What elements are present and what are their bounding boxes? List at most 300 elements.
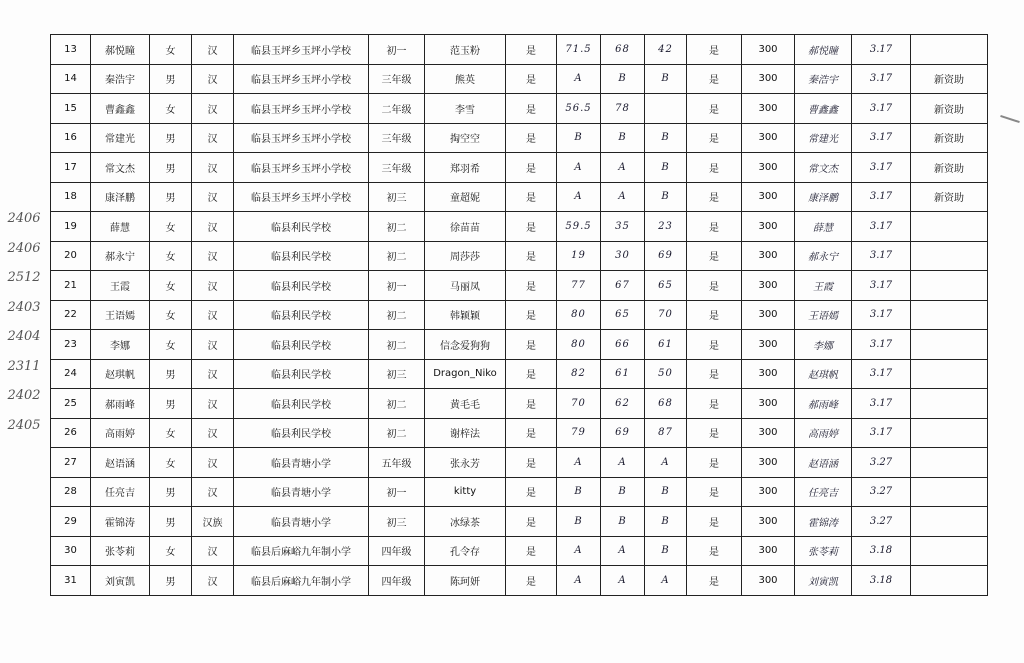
school-name-cell: 临县利民学校: [234, 241, 369, 271]
score-2-cell: 69: [601, 418, 645, 448]
row-number-cell: 23: [51, 330, 91, 360]
aid-amount-cell: 300: [742, 418, 795, 448]
contact-name-cell: 童超妮: [425, 182, 506, 212]
table-row: [51, 330, 988, 360]
score-3-cell: 61: [645, 330, 687, 360]
grade-cell: 四年级: [369, 536, 425, 566]
gender-cell: 女: [150, 418, 192, 448]
sign-date-cell: 3.17: [852, 271, 911, 301]
score-1-cell: A: [557, 566, 601, 596]
student-name-cell: 常文杰: [91, 153, 150, 183]
signature-cell: 刘寅凯: [795, 566, 852, 596]
contact-name-cell: 李雪: [425, 94, 506, 124]
approved-flag-cell: 是: [687, 153, 742, 183]
eligibility-flag-cell: 是: [506, 418, 557, 448]
aid-amount-cell: 300: [742, 182, 795, 212]
gender-cell: 女: [150, 212, 192, 242]
row-number-cell: 30: [51, 536, 91, 566]
table-row: [51, 123, 988, 153]
ethnicity-cell: 汉: [192, 418, 234, 448]
eligibility-flag-cell: 是: [506, 566, 557, 596]
signature-cell: 薛慧: [795, 212, 852, 242]
aid-amount-cell: 300: [742, 389, 795, 419]
gender-cell: 女: [150, 271, 192, 301]
signature-cell: 曹鑫鑫: [795, 94, 852, 124]
row-number-cell: 19: [51, 212, 91, 242]
contact-name-cell: 冰绿茶: [425, 507, 506, 537]
aid-amount-cell: 300: [742, 300, 795, 330]
remark-cell: [911, 35, 988, 65]
student-name-cell: 郝雨峰: [91, 389, 150, 419]
sign-date-cell: 3.18: [852, 536, 911, 566]
signature-cell: 秦浩宇: [795, 64, 852, 94]
contact-name-cell: 谢梓法: [425, 418, 506, 448]
gender-cell: 女: [150, 448, 192, 478]
row-number-cell: 13: [51, 35, 91, 65]
table-row: [51, 477, 988, 507]
sign-date-cell: 3.17: [852, 123, 911, 153]
student-name-cell: 任亮吉: [91, 477, 150, 507]
score-3-cell: B: [645, 182, 687, 212]
aid-amount-cell: 300: [742, 359, 795, 389]
approved-flag-cell: 是: [687, 536, 742, 566]
row-number-cell: 28: [51, 477, 91, 507]
approved-flag-cell: 是: [687, 182, 742, 212]
score-1-cell: A: [557, 448, 601, 478]
row-number-cell: 16: [51, 123, 91, 153]
grade-cell: 初三: [369, 359, 425, 389]
school-name-cell: 临县利民学校: [234, 212, 369, 242]
student-name-cell: 刘寅凯: [91, 566, 150, 596]
table-row: [51, 271, 988, 301]
score-3-cell: B: [645, 507, 687, 537]
score-3-cell: 69: [645, 241, 687, 271]
signature-cell: 赵语涵: [795, 448, 852, 478]
eligibility-flag-cell: 是: [506, 35, 557, 65]
contact-name-cell: 掏空空: [425, 123, 506, 153]
score-3-cell: A: [645, 566, 687, 596]
ethnicity-cell: 汉: [192, 182, 234, 212]
ethnicity-cell: 汉: [192, 536, 234, 566]
grade-cell: 初二: [369, 212, 425, 242]
contact-name-cell: 范玉粉: [425, 35, 506, 65]
grade-cell: 二年级: [369, 94, 425, 124]
contact-name-cell: 信念爱狗狗: [425, 330, 506, 360]
row-number-cell: 26: [51, 418, 91, 448]
signature-cell: 高雨婷: [795, 418, 852, 448]
contact-name-cell: 熊英: [425, 64, 506, 94]
score-2-cell: 66: [601, 330, 645, 360]
gender-cell: 男: [150, 389, 192, 419]
score-3-cell: B: [645, 153, 687, 183]
score-2-cell: 35: [601, 212, 645, 242]
aid-amount-cell: 300: [742, 448, 795, 478]
sign-date-cell: 3.27: [852, 477, 911, 507]
eligibility-flag-cell: 是: [506, 212, 557, 242]
remark-cell: [911, 212, 988, 242]
signature-cell: 赵琪帆: [795, 359, 852, 389]
sign-date-cell: 3.27: [852, 448, 911, 478]
ethnicity-cell: 汉: [192, 153, 234, 183]
eligibility-flag-cell: 是: [506, 330, 557, 360]
gender-cell: 男: [150, 182, 192, 212]
signature-cell: 常建光: [795, 123, 852, 153]
margin-note: 2311: [7, 358, 41, 374]
score-3-cell: 23: [645, 212, 687, 242]
score-2-cell: 62: [601, 389, 645, 419]
contact-name-cell: 孔令存: [425, 536, 506, 566]
grade-cell: 初一: [369, 271, 425, 301]
score-2-cell: 67: [601, 271, 645, 301]
aid-amount-cell: 300: [742, 35, 795, 65]
school-name-cell: 临县青塘小学: [234, 448, 369, 478]
eligibility-flag-cell: 是: [506, 300, 557, 330]
score-2-cell: B: [601, 64, 645, 94]
grade-cell: 初三: [369, 182, 425, 212]
student-name-cell: 张苓莉: [91, 536, 150, 566]
aid-amount-cell: 300: [742, 566, 795, 596]
eligibility-flag-cell: 是: [506, 448, 557, 478]
eligibility-flag-cell: 是: [506, 359, 557, 389]
gender-cell: 女: [150, 94, 192, 124]
score-3-cell: 65: [645, 271, 687, 301]
student-name-cell: 赵语涵: [91, 448, 150, 478]
gender-cell: 男: [150, 477, 192, 507]
school-name-cell: 临县青塘小学: [234, 507, 369, 537]
approved-flag-cell: 是: [687, 566, 742, 596]
score-1-cell: 80: [557, 330, 601, 360]
grade-cell: 初一: [369, 35, 425, 65]
remark-cell: [911, 418, 988, 448]
score-1-cell: 82: [557, 359, 601, 389]
approved-flag-cell: 是: [687, 448, 742, 478]
signature-cell: 任亮吉: [795, 477, 852, 507]
school-name-cell: 临县玉坪乡玉坪小学校: [234, 94, 369, 124]
contact-name-cell: 陈珂妍: [425, 566, 506, 596]
aid-amount-cell: 300: [742, 64, 795, 94]
contact-name-cell: 周莎莎: [425, 241, 506, 271]
score-3-cell: B: [645, 477, 687, 507]
margin-note: 2403: [7, 299, 41, 315]
score-3-cell: 42: [645, 35, 687, 65]
eligibility-flag-cell: 是: [506, 271, 557, 301]
table-row: [51, 212, 988, 242]
table-row: [51, 566, 988, 596]
school-name-cell: 临县青塘小学: [234, 477, 369, 507]
score-1-cell: A: [557, 64, 601, 94]
stray-pen-mark: [1000, 115, 1020, 123]
table-row: [51, 64, 988, 94]
sign-date-cell: 3.17: [852, 389, 911, 419]
margin-note: 2406: [7, 211, 41, 226]
score-3-cell: B: [645, 64, 687, 94]
ethnicity-cell: 汉: [192, 448, 234, 478]
student-name-cell: 康泽鹏: [91, 182, 150, 212]
sign-date-cell: 3.17: [852, 330, 911, 360]
contact-name-cell: 郑羽希: [425, 153, 506, 183]
student-name-cell: 赵琪帆: [91, 359, 150, 389]
remark-cell: [911, 330, 988, 360]
remark-cell: [911, 389, 988, 419]
table-row: [51, 182, 988, 212]
score-2-cell: B: [601, 507, 645, 537]
ethnicity-cell: 汉: [192, 94, 234, 124]
school-name-cell: 临县利民学校: [234, 359, 369, 389]
student-name-cell: 常建光: [91, 123, 150, 153]
score-2-cell: 61: [601, 359, 645, 389]
ethnicity-cell: 汉: [192, 359, 234, 389]
grade-cell: 三年级: [369, 123, 425, 153]
margin-note: 2512: [7, 270, 41, 285]
student-aid-roster-table: [50, 34, 988, 596]
score-1-cell: 79: [557, 418, 601, 448]
table-row: [51, 536, 988, 566]
approved-flag-cell: 是: [687, 64, 742, 94]
signature-cell: 郝雨峰: [795, 389, 852, 419]
approved-flag-cell: 是: [687, 359, 742, 389]
eligibility-flag-cell: 是: [506, 123, 557, 153]
table-row: [51, 359, 988, 389]
grade-cell: 初二: [369, 418, 425, 448]
eligibility-flag-cell: 是: [506, 182, 557, 212]
ethnicity-cell: 汉族: [192, 507, 234, 537]
grade-cell: 初三: [369, 507, 425, 537]
score-2-cell: 78: [601, 94, 645, 124]
remark-cell: [911, 477, 988, 507]
sign-date-cell: 3.17: [852, 212, 911, 242]
remark-cell: [911, 566, 988, 596]
score-2-cell: A: [601, 448, 645, 478]
score-1-cell: B: [557, 477, 601, 507]
signature-cell: 郝永宁: [795, 241, 852, 271]
gender-cell: 男: [150, 507, 192, 537]
contact-name-cell: kitty: [425, 477, 506, 507]
score-2-cell: B: [601, 123, 645, 153]
gender-cell: 男: [150, 359, 192, 389]
remark-cell: [911, 536, 988, 566]
ethnicity-cell: 汉: [192, 566, 234, 596]
score-1-cell: 70: [557, 389, 601, 419]
contact-name-cell: 韩颖颖: [425, 300, 506, 330]
table-row: [51, 418, 988, 448]
gender-cell: 男: [150, 153, 192, 183]
score-1-cell: A: [557, 536, 601, 566]
aid-amount-cell: 300: [742, 507, 795, 537]
score-2-cell: A: [601, 536, 645, 566]
contact-name-cell: 张永芳: [425, 448, 506, 478]
approved-flag-cell: 是: [687, 212, 742, 242]
score-1-cell: A: [557, 182, 601, 212]
row-number-cell: 24: [51, 359, 91, 389]
sign-date-cell: 3.17: [852, 35, 911, 65]
remark-cell: 新资助: [911, 94, 988, 124]
row-number-cell: 29: [51, 507, 91, 537]
eligibility-flag-cell: 是: [506, 477, 557, 507]
approved-flag-cell: 是: [687, 94, 742, 124]
remark-cell: [911, 507, 988, 537]
signature-cell: 霍锦涛: [795, 507, 852, 537]
score-1-cell: 80: [557, 300, 601, 330]
grade-cell: 三年级: [369, 64, 425, 94]
contact-name-cell: 黄毛毛: [425, 389, 506, 419]
student-name-cell: 高雨婷: [91, 418, 150, 448]
approved-flag-cell: 是: [687, 271, 742, 301]
aid-amount-cell: 300: [742, 94, 795, 124]
margin-note: 2406: [7, 240, 41, 256]
eligibility-flag-cell: 是: [506, 153, 557, 183]
grade-cell: 五年级: [369, 448, 425, 478]
table-row: [51, 35, 988, 65]
gender-cell: 女: [150, 330, 192, 360]
school-name-cell: 临县后麻峪九年制小学: [234, 536, 369, 566]
row-number-cell: 17: [51, 153, 91, 183]
score-3-cell: 87: [645, 418, 687, 448]
margin-notes: [2, 204, 46, 440]
ethnicity-cell: 汉: [192, 477, 234, 507]
student-name-cell: 李娜: [91, 330, 150, 360]
ethnicity-cell: 汉: [192, 389, 234, 419]
school-name-cell: 临县玉坪乡玉坪小学校: [234, 35, 369, 65]
ethnicity-cell: 汉: [192, 35, 234, 65]
row-number-cell: 22: [51, 300, 91, 330]
eligibility-flag-cell: 是: [506, 241, 557, 271]
contact-name-cell: 马丽凤: [425, 271, 506, 301]
signature-cell: 王霞: [795, 271, 852, 301]
remark-cell: [911, 271, 988, 301]
student-name-cell: 王语嫣: [91, 300, 150, 330]
student-name-cell: 王霞: [91, 271, 150, 301]
school-name-cell: 临县玉坪乡玉坪小学校: [234, 153, 369, 183]
row-number-cell: 31: [51, 566, 91, 596]
row-number-cell: 15: [51, 94, 91, 124]
row-number-cell: 18: [51, 182, 91, 212]
row-number-cell: 14: [51, 64, 91, 94]
score-3-cell: B: [645, 123, 687, 153]
signature-cell: 郝悦瞳: [795, 35, 852, 65]
aid-amount-cell: 300: [742, 241, 795, 271]
student-name-cell: 曹鑫鑫: [91, 94, 150, 124]
margin-note: 2405: [7, 417, 41, 433]
score-1-cell: 71.5: [557, 35, 601, 65]
remark-cell: [911, 359, 988, 389]
gender-cell: 男: [150, 566, 192, 596]
score-2-cell: 30: [601, 241, 645, 271]
gender-cell: 女: [150, 241, 192, 271]
table-row: [51, 241, 988, 271]
ethnicity-cell: 汉: [192, 300, 234, 330]
school-name-cell: 临县玉坪乡玉坪小学校: [234, 123, 369, 153]
score-1-cell: 56.5: [557, 94, 601, 124]
eligibility-flag-cell: 是: [506, 507, 557, 537]
student-name-cell: 郝悦瞳: [91, 35, 150, 65]
grade-cell: 初二: [369, 389, 425, 419]
student-name-cell: 霍锦涛: [91, 507, 150, 537]
sign-date-cell: 3.18: [852, 566, 911, 596]
grade-cell: 三年级: [369, 153, 425, 183]
student-name-cell: 秦浩宇: [91, 64, 150, 94]
remark-cell: 新资助: [911, 153, 988, 183]
approved-flag-cell: 是: [687, 35, 742, 65]
score-3-cell: A: [645, 448, 687, 478]
sign-date-cell: 3.17: [852, 418, 911, 448]
sign-date-cell: 3.17: [852, 182, 911, 212]
score-3-cell: B: [645, 536, 687, 566]
aid-amount-cell: 300: [742, 330, 795, 360]
school-name-cell: 临县利民学校: [234, 330, 369, 360]
student-name-cell: 薛慧: [91, 212, 150, 242]
gender-cell: 女: [150, 300, 192, 330]
approved-flag-cell: 是: [687, 389, 742, 419]
score-3-cell: 68: [645, 389, 687, 419]
table-row: [51, 448, 988, 478]
eligibility-flag-cell: 是: [506, 389, 557, 419]
row-number-cell: 27: [51, 448, 91, 478]
sign-date-cell: 3.17: [852, 300, 911, 330]
remark-cell: [911, 241, 988, 271]
grade-cell: 初二: [369, 300, 425, 330]
table-row: [51, 389, 988, 419]
grade-cell: 初一: [369, 477, 425, 507]
aid-amount-cell: 300: [742, 212, 795, 242]
remark-cell: 新资助: [911, 182, 988, 212]
aid-amount-cell: 300: [742, 536, 795, 566]
remark-cell: [911, 300, 988, 330]
school-name-cell: 临县玉坪乡玉坪小学校: [234, 64, 369, 94]
eligibility-flag-cell: 是: [506, 64, 557, 94]
aid-amount-cell: 300: [742, 271, 795, 301]
sign-date-cell: 3.17: [852, 241, 911, 271]
contact-name-cell: 徐苗苗: [425, 212, 506, 242]
score-1-cell: 19: [557, 241, 601, 271]
student-name-cell: 郝永宁: [91, 241, 150, 271]
eligibility-flag-cell: 是: [506, 94, 557, 124]
ethnicity-cell: 汉: [192, 123, 234, 153]
score-1-cell: B: [557, 507, 601, 537]
score-3-cell: [645, 94, 687, 124]
ethnicity-cell: 汉: [192, 330, 234, 360]
signature-cell: 李娜: [795, 330, 852, 360]
row-number-cell: 20: [51, 241, 91, 271]
school-name-cell: 临县利民学校: [234, 418, 369, 448]
gender-cell: 男: [150, 123, 192, 153]
gender-cell: 男: [150, 64, 192, 94]
score-1-cell: 59.5: [557, 212, 601, 242]
score-2-cell: A: [601, 182, 645, 212]
ethnicity-cell: 汉: [192, 64, 234, 94]
approved-flag-cell: 是: [687, 300, 742, 330]
table-row: [51, 94, 988, 124]
score-3-cell: 70: [645, 300, 687, 330]
roster-body: [51, 35, 988, 596]
approved-flag-cell: 是: [687, 477, 742, 507]
approved-flag-cell: 是: [687, 418, 742, 448]
sign-date-cell: 3.27: [852, 507, 911, 537]
approved-flag-cell: 是: [687, 123, 742, 153]
contact-name-cell: Dragon_Niko: [425, 359, 506, 389]
aid-amount-cell: 300: [742, 477, 795, 507]
grade-cell: 初二: [369, 330, 425, 360]
margin-note: 2402: [7, 388, 41, 403]
remark-cell: 新资助: [911, 123, 988, 153]
approved-flag-cell: 是: [687, 507, 742, 537]
score-2-cell: A: [601, 566, 645, 596]
grade-cell: 初二: [369, 241, 425, 271]
signature-cell: 王语嫣: [795, 300, 852, 330]
row-number-cell: 21: [51, 271, 91, 301]
signature-cell: 常文杰: [795, 153, 852, 183]
table-row: [51, 153, 988, 183]
eligibility-flag-cell: 是: [506, 536, 557, 566]
